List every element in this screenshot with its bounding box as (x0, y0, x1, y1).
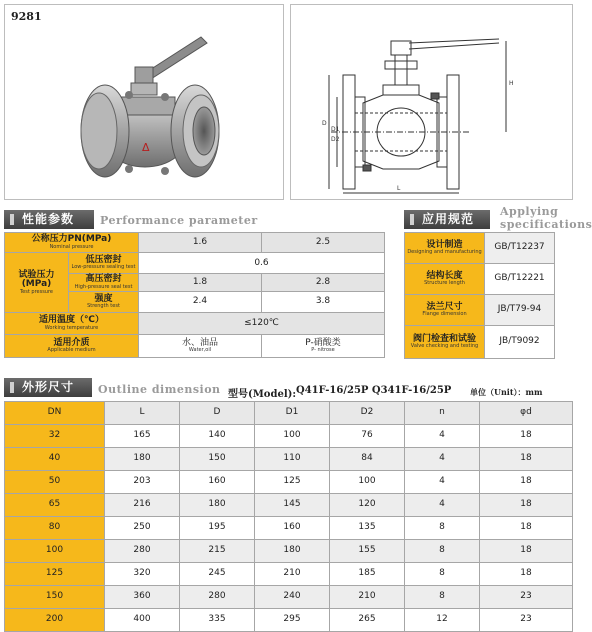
cell-dn: 80 (5, 517, 105, 540)
spec-value-design: GB/T12237 (485, 233, 555, 264)
cell-dn: 50 (5, 471, 105, 494)
cell-n: 12 (405, 609, 480, 632)
cell-phi-d: 23 (480, 586, 573, 609)
cell-n: 4 (405, 494, 480, 517)
cell-l: 165 (105, 425, 180, 448)
cell-d1: 100 (255, 425, 330, 448)
spec-label-length: 结构长度 Structure length (405, 264, 485, 295)
model-numbers: Q41F-16/25P Q341F-16/25P (296, 385, 452, 396)
cell-phi-d: 23 (480, 609, 573, 632)
cell-n: 4 (405, 448, 480, 471)
table-header-row (5, 402, 573, 425)
column-header-d1: D1 (255, 402, 330, 425)
svg-text:H: H (509, 80, 514, 87)
column-header-l: L (105, 402, 180, 425)
performance-header-en: Performance parameter (100, 214, 258, 227)
cell-d2: 265 (330, 609, 405, 632)
cell-phi-d: 18 (480, 494, 573, 517)
column-header-phi-d: φd (480, 402, 573, 425)
table-row (5, 494, 573, 517)
spec-value-testing: JB/T9092 (485, 326, 555, 359)
cell-d1: 180 (255, 540, 330, 563)
cell-d1: 110 (255, 448, 330, 471)
unit-label: 单位（Unit）：mm (470, 387, 543, 397)
cell-d2: 185 (330, 563, 405, 586)
low-seal-label: 低压密封 Low-pressure sealing test (69, 253, 139, 273)
specs-table (404, 232, 555, 359)
cell-d2: 100 (330, 471, 405, 494)
svg-text:L: L (397, 185, 401, 192)
cell-l: 180 (105, 448, 180, 471)
cell-n: 8 (405, 586, 480, 609)
cell-d: 245 (180, 563, 255, 586)
cell-d2: 84 (330, 448, 405, 471)
cell-l: 203 (105, 471, 180, 494)
specs-section-tag (404, 210, 490, 229)
outline-section-tag (4, 378, 92, 397)
nominal-pressure-value-2: 2.5 (262, 233, 385, 253)
spec-value-flange: JB/T79-94 (485, 295, 555, 326)
performance-header-cn: 性能参数 (22, 212, 75, 226)
column-header-d: D (180, 402, 255, 425)
column-header-d2: D2 (330, 402, 405, 425)
product-photo-frame (4, 4, 284, 200)
svg-text:Δ: Δ (142, 141, 150, 154)
cell-l: 320 (105, 563, 180, 586)
model-code: 9281 (11, 10, 42, 23)
cell-d2: 210 (330, 586, 405, 609)
cell-d1: 125 (255, 471, 330, 494)
outline-header-cn: 外形尺寸 (22, 380, 75, 394)
cell-d1: 160 (255, 517, 330, 540)
low-seal-value: 0.6 (139, 253, 385, 273)
svg-text:D1: D1 (331, 126, 340, 133)
cell-d: 280 (180, 586, 255, 609)
cell-n: 8 (405, 517, 480, 540)
cell-dn: 100 (5, 540, 105, 563)
high-seal-label: 高压密封 High-pressure seal test (69, 273, 139, 291)
cell-l: 250 (105, 517, 180, 540)
cell-d: 140 (180, 425, 255, 448)
cell-dn: 40 (5, 448, 105, 471)
cell-d2: 135 (330, 517, 405, 540)
outline-dimension-table (4, 401, 573, 632)
cell-phi-d: 18 (480, 563, 573, 586)
svg-text:D2: D2 (331, 136, 340, 143)
table-row (5, 563, 573, 586)
specs-header-en-2: specifications (500, 218, 592, 231)
cell-dn: 65 (5, 494, 105, 517)
cell-d: 160 (180, 471, 255, 494)
spec-label-flange: 法兰尺寸 Flange dimension (405, 295, 485, 326)
strength-value-1: 2.4 (139, 292, 262, 312)
cell-n: 8 (405, 563, 480, 586)
cell-phi-d: 18 (480, 540, 573, 563)
performance-section-tag (4, 210, 94, 229)
specs-header-cn: 应用规范 (422, 212, 475, 226)
performance-table (4, 232, 385, 358)
svg-text:D: D (322, 120, 327, 127)
table-row (5, 609, 573, 632)
high-seal-value-1: 1.8 (139, 273, 262, 291)
cell-d: 150 (180, 448, 255, 471)
cell-d: 335 (180, 609, 255, 632)
cell-phi-d: 18 (480, 517, 573, 540)
table-row (5, 540, 573, 563)
valve-section-drawing (291, 5, 572, 199)
cell-n: 4 (405, 471, 480, 494)
column-header-n: n (405, 402, 480, 425)
cell-dn: 32 (5, 425, 105, 448)
spec-label-testing: 阀门检查和试验 Valve checking and testing (405, 326, 485, 359)
cell-d1: 295 (255, 609, 330, 632)
cell-d1: 240 (255, 586, 330, 609)
cell-d: 215 (180, 540, 255, 563)
cell-l: 216 (105, 494, 180, 517)
spec-value-length: GB/T12221 (485, 264, 555, 295)
cell-l: 280 (105, 540, 180, 563)
table-row (5, 517, 573, 540)
cell-d: 180 (180, 494, 255, 517)
cell-d: 195 (180, 517, 255, 540)
technical-drawing-frame (290, 4, 573, 200)
strength-label: 强度 Strength test (69, 292, 139, 312)
ball-valve-photo (5, 5, 283, 199)
cell-dn: 150 (5, 586, 105, 609)
strength-value-2: 3.8 (262, 292, 385, 312)
cell-dn: 200 (5, 609, 105, 632)
cell-l: 400 (105, 609, 180, 632)
test-pressure-label: 试验压力(MPa) Test pressure (5, 253, 69, 312)
medium-value-2: P-硝酸类 P- nitrose (262, 335, 385, 358)
cell-phi-d: 18 (480, 448, 573, 471)
temperature-value: ≤120℃ (139, 312, 385, 335)
cell-l: 360 (105, 586, 180, 609)
cell-n: 4 (405, 425, 480, 448)
spec-label-design: 设计制造 Designing and manufacturing (405, 233, 485, 264)
temperature-label: 适用温度（℃） Working temperature (5, 312, 139, 335)
model-label: 型号(Model): (228, 389, 297, 400)
outline-header-en: Outline dimension (98, 383, 221, 396)
specs-header-en-1: Applying (500, 205, 559, 218)
high-seal-value-2: 2.8 (262, 273, 385, 291)
table-row (5, 425, 573, 448)
table-row (5, 448, 573, 471)
table-row (5, 471, 573, 494)
medium-label: 适用介质 Applicable medium (5, 335, 139, 358)
cell-d2: 155 (330, 540, 405, 563)
cell-d2: 120 (330, 494, 405, 517)
table-row (5, 586, 573, 609)
cell-phi-d: 18 (480, 425, 573, 448)
cell-d2: 76 (330, 425, 405, 448)
cell-d1: 145 (255, 494, 330, 517)
column-header-dn: DN (5, 402, 105, 425)
nominal-pressure-value-1: 1.6 (139, 233, 262, 253)
cell-d1: 210 (255, 563, 330, 586)
cell-phi-d: 18 (480, 471, 573, 494)
nominal-pressure-label: 公称压力PN(MPa) Nominal pressure (5, 233, 139, 253)
cell-dn: 125 (5, 563, 105, 586)
medium-value-1: 水、油品 Water,oil (139, 335, 262, 358)
cell-n: 8 (405, 540, 480, 563)
